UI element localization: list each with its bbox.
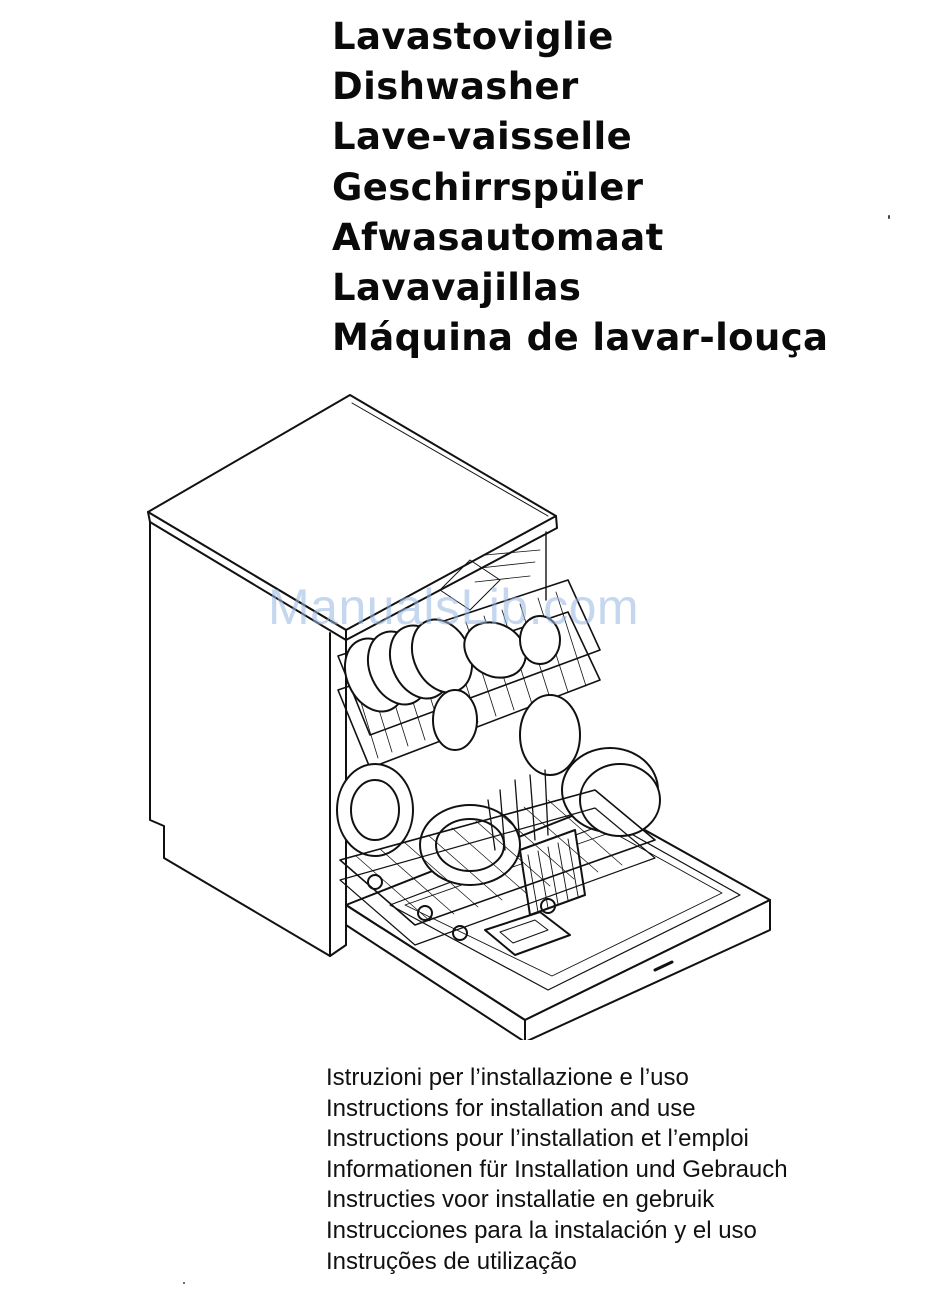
title-spanish: Lavavajillas — [332, 266, 582, 310]
title-french: Lave-vaisselle — [332, 115, 633, 159]
watermark: ManualsLib.com — [268, 579, 640, 635]
title-dutch: Afwasautomaat — [332, 215, 664, 259]
scan-speck — [888, 215, 890, 219]
subtitle-english: Instructions for installation and use — [326, 1094, 696, 1122]
title-english: Dishwasher — [332, 65, 579, 109]
subtitle-french: Instructions pour l’installation et l’emploi — [326, 1125, 749, 1153]
subtitle-dutch: Instructies voor installatie en gebruik — [326, 1186, 715, 1214]
product-titles — [332, 12, 828, 363]
title-portuguese: Máquina de lavar-louça — [332, 316, 829, 360]
instruction-titles — [326, 1063, 788, 1277]
subtitle-spanish: Instrucciones para la instalación y el uso — [326, 1216, 757, 1244]
dishwasher-illustration — [140, 390, 780, 1040]
scan-speck — [183, 1282, 185, 1284]
title-italian: Lavastoviglie — [332, 15, 614, 58]
subtitle-portuguese: Instruções de utilização — [326, 1247, 577, 1275]
subtitle-italian: Istruzioni per l’installazione e l’uso — [326, 1064, 689, 1091]
subtitle-german: Informationen für Installation und Gebrauch — [326, 1155, 788, 1183]
title-german: Geschirrspüler — [332, 165, 644, 209]
